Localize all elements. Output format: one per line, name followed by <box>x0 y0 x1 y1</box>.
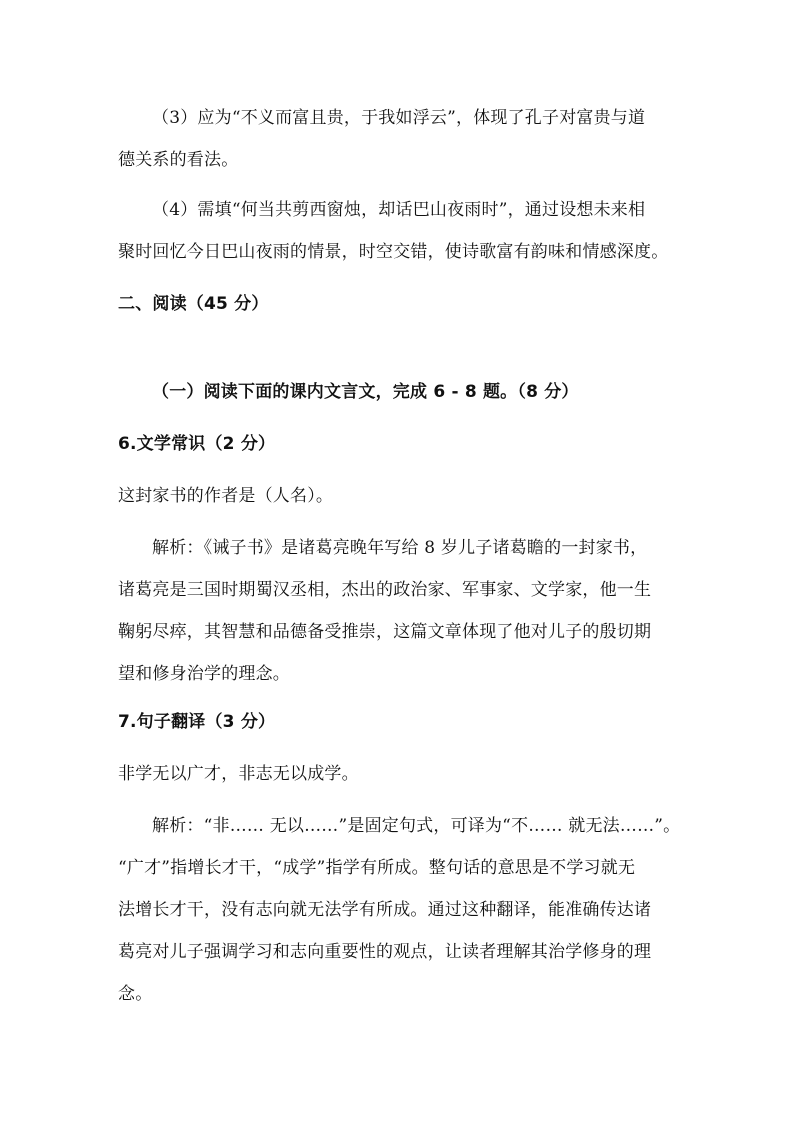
question-7-analysis-line-2: “广才”指增长才干，“成学”指学有所成。整句话的意思是不学习就无 <box>118 858 636 878</box>
question-6-text: 这封家书的作者是（人名）。 <box>118 486 334 506</box>
question-7-analysis-line-5: 念。 <box>118 984 153 1004</box>
question-7-analysis-line-1: 解析：“非…… 无以……”是固定句式，可译为“不…… 就无法……”。 <box>152 816 681 836</box>
paragraph-3-line-2: 德关系的看法。 <box>118 150 239 170</box>
question-6-analysis-line-2: 诸葛亮是三国时期蜀汉丞相，杰出的政治家、军事家、文学家，他一生 <box>118 580 652 600</box>
question-7-analysis-line-3: 法增长才干，没有志向就无法学有所成。通过这种翻译，能准确传达诸 <box>118 900 652 920</box>
question-6-analysis-line-3: 鞠躬尽瘁，其智慧和品德备受推崇，这篇文章体现了他对儿子的殷切期 <box>118 622 652 642</box>
question-7-analysis-line-4: 葛亮对儿子强调学习和志向重要性的观点，让读者理解其治学修身的理 <box>118 942 652 962</box>
paragraph-4-line-1: （4）需填“何当共剪西窗烛，却话巴山夜雨时”，通过设想未来相 <box>152 200 646 220</box>
question-6-analysis-line-4: 望和修身治学的理念。 <box>118 664 290 684</box>
paragraph-3-line-1: （3）应为“不义而富且贵，于我如浮云”，体现了孔子对富贵与道 <box>152 108 646 128</box>
question-7-text: 非学无以广才，非志无以成学。 <box>118 764 359 784</box>
question-6-title: 6.文学常识（2 分） <box>118 434 276 454</box>
question-6-analysis-line-1: 解析：《诫子书》是诸葛亮晚年写给 8 岁儿子诸葛瞻的一封家书， <box>152 538 648 558</box>
paragraph-4-line-2: 聚时回忆今日巴山夜雨的情景，时空交错，使诗歌富有韵味和情感深度。 <box>118 242 669 262</box>
subsection-1-heading: （一）阅读下面的课内文言文，完成 6 - 8 题。（8 分） <box>152 382 579 402</box>
section-2-heading: 二、阅读（45 分） <box>118 294 269 314</box>
question-7-title: 7.句子翻译（3 分） <box>118 712 276 732</box>
